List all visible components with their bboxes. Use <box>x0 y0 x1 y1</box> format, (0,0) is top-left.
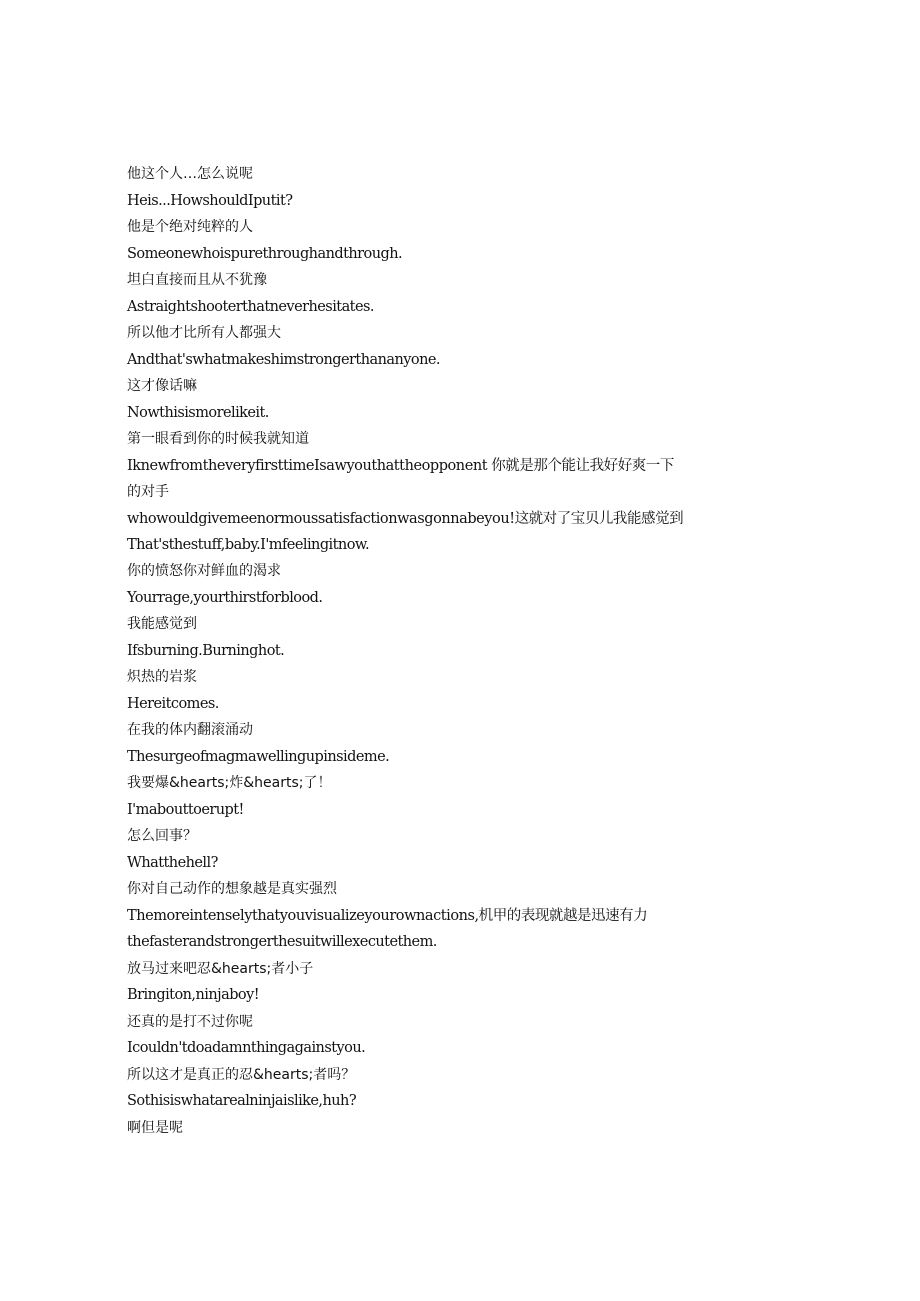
transcript-line: 我要爆&hearts;炸&hearts;了！ <box>127 775 332 792</box>
transcript-line: 他这个人…怎么说呢 <box>127 166 253 182</box>
transcript-line: Ifsburning.Burninghot. <box>127 642 285 659</box>
transcript-line: 第一眼看到你的时候我就知道 <box>127 430 309 447</box>
transcript-line: thefasterandstrongerthesuitwillexecutethem. <box>127 934 437 951</box>
transcript-line: Hereitcomes. <box>127 695 219 712</box>
transcript-line: Icouldn'tdoadamnthingagainstyou. <box>127 1040 366 1057</box>
transcript-line: 这才像话嘛 <box>127 377 197 394</box>
transcript-line: Thesurgeofmagmawellingupinsideme. <box>127 748 390 765</box>
transcript-line: Whatthehell? <box>127 854 218 871</box>
transcript-line: 你的愤怒你对鲜血的渴求 <box>127 563 281 580</box>
transcript-line: Nowthisismorelikeit. <box>127 404 269 421</box>
transcript-line: 坦白直接而且从不犹豫 <box>127 271 267 288</box>
transcript-line: Andthat'swhatmakeshimstrongerthananyone. <box>127 351 440 368</box>
transcript-line: Sothisiswhatarealninjaislike,huh? <box>127 1093 357 1110</box>
transcript-line: Astraightshooterthatneverhesitates. <box>127 298 374 315</box>
transcript-line: That'sthestuff,baby.I'mfeelingitnow. <box>127 536 370 553</box>
transcript-line: 还真的是打不过你呢 <box>127 1013 253 1030</box>
transcript-line: 我能感觉到 <box>127 616 197 633</box>
transcript-line: 所以这才是真正的忍&hearts;者吗？ <box>127 1066 356 1083</box>
transcript-line: IknewfromtheveryfirsttimeIsawyouthattheopponent 你就是那个能让我好好爽一下 <box>127 457 674 474</box>
transcript-line: Bringiton,ninjaboy! <box>127 987 260 1004</box>
transcript-line: Someonewhoispurethroughandthrough. <box>127 245 403 262</box>
transcript-line: I'mabouttoerupt! <box>127 801 244 818</box>
transcript-line: 放马过来吧忍&hearts;者小子 <box>127 960 314 977</box>
transcript-line: 他是个绝对纯粹的人 <box>127 218 253 235</box>
transcript-line: 所以他才比所有人都强大 <box>127 324 281 341</box>
transcript-line: Heis...HowshouldIputit? <box>127 192 293 209</box>
transcript-line: 怎么回事？ <box>127 828 197 845</box>
transcript-line: 的对手 <box>127 483 169 500</box>
transcript-line: 炽热的岩浆 <box>127 669 197 686</box>
transcript-body <box>127 161 727 1141</box>
transcript-line: Themoreintenselythatyouvisualizeyourownactions,机甲的表现就越是迅速有力 <box>127 907 648 924</box>
transcript-line: 啊但是呢 <box>127 1119 183 1136</box>
transcript-line: Yourrage,yourthirstforblood. <box>127 589 323 606</box>
transcript-line: whowouldgivemeenormoussatisfactionwasgonnabeyou!这就对了宝贝儿我能感觉到 <box>127 510 684 527</box>
transcript-line: 在我的体内翻滚涌动 <box>127 722 253 739</box>
transcript-line: 你对自己动作的想象越是真实强烈 <box>127 881 337 898</box>
